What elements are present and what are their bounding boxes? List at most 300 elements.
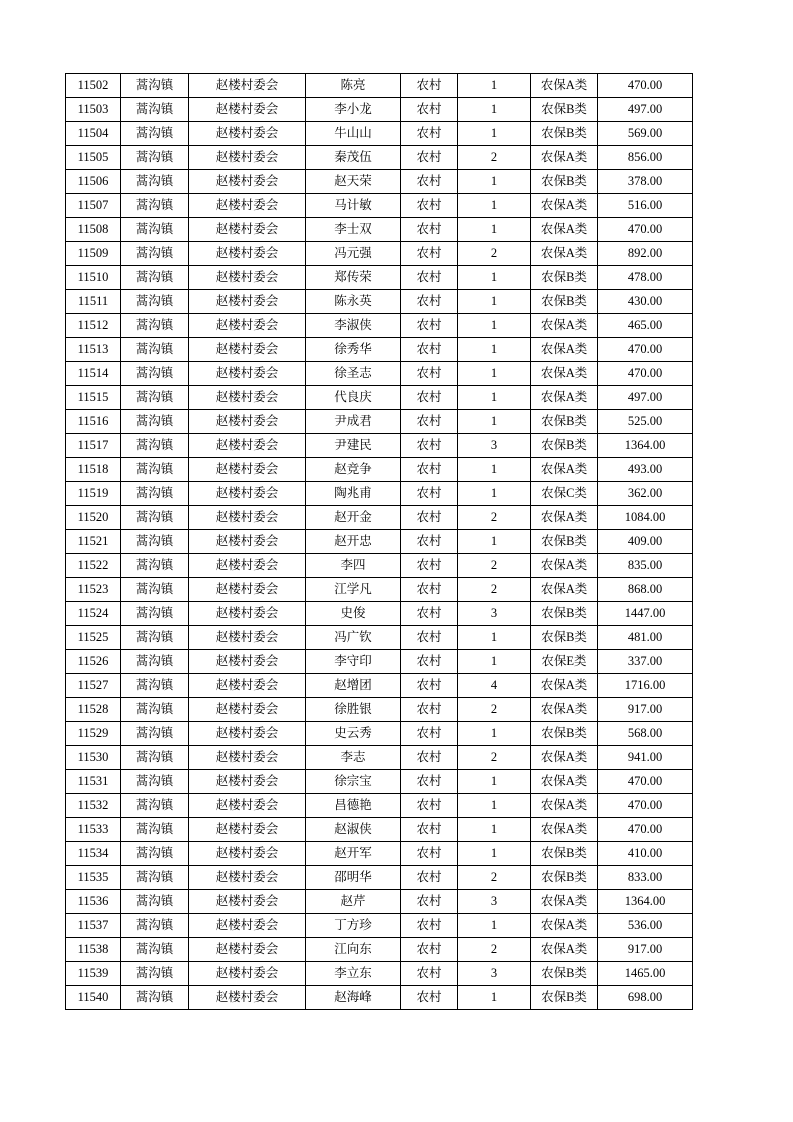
- cell-area-type: 农村: [401, 218, 458, 242]
- cell-person-count: 1: [458, 266, 531, 290]
- table-row: [66, 890, 693, 914]
- cell-town-name: 蒿沟镇: [121, 410, 189, 434]
- cell-insurance-class: 农保A类: [531, 554, 598, 578]
- cell-amount: 470.00: [598, 218, 693, 242]
- cell-amount: 481.00: [598, 626, 693, 650]
- cell-amount: 470.00: [598, 338, 693, 362]
- cell-person-count: 3: [458, 962, 531, 986]
- cell-area-type: 农村: [401, 338, 458, 362]
- cell-insurance-class: 农保A类: [531, 794, 598, 818]
- table-row: [66, 338, 693, 362]
- cell-person-name: 赵开军: [306, 842, 401, 866]
- cell-insurance-class: 农保B类: [531, 266, 598, 290]
- cell-town-name: 蒿沟镇: [121, 98, 189, 122]
- table-row: [66, 962, 693, 986]
- cell-town-name: 蒿沟镇: [121, 650, 189, 674]
- cell-area-type: 农村: [401, 794, 458, 818]
- cell-area-type: 农村: [401, 458, 458, 482]
- cell-person-name: 马计敏: [306, 194, 401, 218]
- cell-person-count: 2: [458, 698, 531, 722]
- cell-insurance-class: 农保A类: [531, 218, 598, 242]
- table-row: [66, 770, 693, 794]
- cell-person-name: 江学凡: [306, 578, 401, 602]
- cell-amount: 470.00: [598, 794, 693, 818]
- cell-person-count: 1: [458, 818, 531, 842]
- cell-person-count: 1: [458, 482, 531, 506]
- cell-area-type: 农村: [401, 242, 458, 266]
- cell-village-committee: 赵楼村委会: [189, 578, 306, 602]
- cell-village-committee: 赵楼村委会: [189, 674, 306, 698]
- cell-insurance-class: 农保A类: [531, 362, 598, 386]
- cell-record-id: 11502: [66, 74, 121, 98]
- cell-village-committee: 赵楼村委会: [189, 698, 306, 722]
- cell-record-id: 11539: [66, 962, 121, 986]
- cell-amount: 465.00: [598, 314, 693, 338]
- cell-person-count: 2: [458, 938, 531, 962]
- insurance-roster-table: [65, 73, 693, 1010]
- table-row: [66, 434, 693, 458]
- cell-record-id: 11537: [66, 914, 121, 938]
- cell-town-name: 蒿沟镇: [121, 914, 189, 938]
- cell-amount: 868.00: [598, 578, 693, 602]
- cell-amount: 569.00: [598, 122, 693, 146]
- cell-area-type: 农村: [401, 770, 458, 794]
- cell-area-type: 农村: [401, 146, 458, 170]
- cell-person-name: 李志: [306, 746, 401, 770]
- cell-town-name: 蒿沟镇: [121, 386, 189, 410]
- table-row: [66, 362, 693, 386]
- cell-insurance-class: 农保A类: [531, 242, 598, 266]
- cell-insurance-class: 农保B类: [531, 986, 598, 1010]
- cell-record-id: 11533: [66, 818, 121, 842]
- cell-town-name: 蒿沟镇: [121, 842, 189, 866]
- cell-insurance-class: 农保A类: [531, 890, 598, 914]
- cell-record-id: 11529: [66, 722, 121, 746]
- table-body: [66, 74, 693, 1010]
- table-row: [66, 578, 693, 602]
- cell-village-committee: 赵楼村委会: [189, 794, 306, 818]
- cell-village-committee: 赵楼村委会: [189, 194, 306, 218]
- cell-amount: 833.00: [598, 866, 693, 890]
- cell-insurance-class: 农保A类: [531, 914, 598, 938]
- cell-person-name: 尹成君: [306, 410, 401, 434]
- cell-town-name: 蒿沟镇: [121, 194, 189, 218]
- table-row: [66, 602, 693, 626]
- cell-area-type: 农村: [401, 914, 458, 938]
- cell-person-count: 2: [458, 554, 531, 578]
- table-row: [66, 74, 693, 98]
- cell-person-name: 昌德艳: [306, 794, 401, 818]
- cell-area-type: 农村: [401, 554, 458, 578]
- cell-town-name: 蒿沟镇: [121, 698, 189, 722]
- cell-person-name: 冯广钦: [306, 626, 401, 650]
- cell-village-committee: 赵楼村委会: [189, 218, 306, 242]
- cell-village-committee: 赵楼村委会: [189, 338, 306, 362]
- cell-person-count: 1: [458, 842, 531, 866]
- cell-record-id: 11510: [66, 266, 121, 290]
- table-row: [66, 290, 693, 314]
- table-row: [66, 794, 693, 818]
- cell-person-count: 1: [458, 794, 531, 818]
- cell-area-type: 农村: [401, 386, 458, 410]
- cell-town-name: 蒿沟镇: [121, 746, 189, 770]
- table-row: [66, 650, 693, 674]
- cell-village-committee: 赵楼村委会: [189, 170, 306, 194]
- cell-person-name: 代良庆: [306, 386, 401, 410]
- cell-town-name: 蒿沟镇: [121, 266, 189, 290]
- cell-town-name: 蒿沟镇: [121, 290, 189, 314]
- cell-amount: 917.00: [598, 938, 693, 962]
- cell-insurance-class: 农保A类: [531, 146, 598, 170]
- table-row: [66, 266, 693, 290]
- cell-person-count: 1: [458, 194, 531, 218]
- cell-village-committee: 赵楼村委会: [189, 770, 306, 794]
- table-row: [66, 626, 693, 650]
- cell-town-name: 蒿沟镇: [121, 818, 189, 842]
- cell-area-type: 农村: [401, 482, 458, 506]
- cell-person-name: 徐胜银: [306, 698, 401, 722]
- cell-amount: 430.00: [598, 290, 693, 314]
- cell-person-count: 1: [458, 290, 531, 314]
- table-row: [66, 746, 693, 770]
- cell-area-type: 农村: [401, 722, 458, 746]
- cell-amount: 1447.00: [598, 602, 693, 626]
- cell-town-name: 蒿沟镇: [121, 146, 189, 170]
- cell-area-type: 农村: [401, 74, 458, 98]
- cell-area-type: 农村: [401, 410, 458, 434]
- cell-person-name: 冯元强: [306, 242, 401, 266]
- cell-insurance-class: 农保A类: [531, 578, 598, 602]
- cell-person-count: 1: [458, 650, 531, 674]
- cell-area-type: 农村: [401, 506, 458, 530]
- cell-record-id: 11524: [66, 602, 121, 626]
- cell-record-id: 11515: [66, 386, 121, 410]
- cell-person-count: 1: [458, 986, 531, 1010]
- cell-person-name: 徐圣志: [306, 362, 401, 386]
- cell-village-committee: 赵楼村委会: [189, 290, 306, 314]
- cell-area-type: 农村: [401, 698, 458, 722]
- cell-amount: 470.00: [598, 770, 693, 794]
- cell-amount: 1084.00: [598, 506, 693, 530]
- cell-village-committee: 赵楼村委会: [189, 842, 306, 866]
- table-row: [66, 938, 693, 962]
- cell-person-count: 1: [458, 626, 531, 650]
- cell-record-id: 11516: [66, 410, 121, 434]
- cell-town-name: 蒿沟镇: [121, 314, 189, 338]
- cell-town-name: 蒿沟镇: [121, 122, 189, 146]
- cell-amount: 493.00: [598, 458, 693, 482]
- cell-amount: 362.00: [598, 482, 693, 506]
- document-page: [65, 73, 693, 1010]
- cell-town-name: 蒿沟镇: [121, 506, 189, 530]
- cell-person-count: 1: [458, 74, 531, 98]
- cell-record-id: 11522: [66, 554, 121, 578]
- table-row: [66, 242, 693, 266]
- cell-amount: 470.00: [598, 818, 693, 842]
- cell-person-name: 江向东: [306, 938, 401, 962]
- cell-area-type: 农村: [401, 434, 458, 458]
- cell-record-id: 11532: [66, 794, 121, 818]
- cell-village-committee: 赵楼村委会: [189, 266, 306, 290]
- table-row: [66, 986, 693, 1010]
- cell-amount: 497.00: [598, 386, 693, 410]
- cell-area-type: 农村: [401, 266, 458, 290]
- cell-record-id: 11505: [66, 146, 121, 170]
- cell-insurance-class: 农保C类: [531, 482, 598, 506]
- cell-person-name: 徐秀华: [306, 338, 401, 362]
- cell-person-count: 1: [458, 386, 531, 410]
- cell-village-committee: 赵楼村委会: [189, 650, 306, 674]
- cell-amount: 497.00: [598, 98, 693, 122]
- table-row: [66, 170, 693, 194]
- cell-town-name: 蒿沟镇: [121, 458, 189, 482]
- cell-town-name: 蒿沟镇: [121, 866, 189, 890]
- cell-person-count: 4: [458, 674, 531, 698]
- cell-insurance-class: 农保B类: [531, 290, 598, 314]
- cell-insurance-class: 农保A类: [531, 314, 598, 338]
- cell-person-name: 秦茂伍: [306, 146, 401, 170]
- cell-person-name: 徐宗宝: [306, 770, 401, 794]
- cell-person-count: 1: [458, 530, 531, 554]
- cell-person-name: 李立东: [306, 962, 401, 986]
- cell-area-type: 农村: [401, 818, 458, 842]
- cell-person-name: 赵海峰: [306, 986, 401, 1010]
- cell-amount: 856.00: [598, 146, 693, 170]
- cell-person-name: 赵开忠: [306, 530, 401, 554]
- cell-insurance-class: 农保A类: [531, 746, 598, 770]
- cell-amount: 568.00: [598, 722, 693, 746]
- cell-amount: 516.00: [598, 194, 693, 218]
- cell-town-name: 蒿沟镇: [121, 938, 189, 962]
- cell-person-name: 牛山山: [306, 122, 401, 146]
- cell-person-name: 邵明华: [306, 866, 401, 890]
- cell-record-id: 11517: [66, 434, 121, 458]
- cell-person-count: 2: [458, 578, 531, 602]
- cell-person-count: 1: [458, 914, 531, 938]
- cell-record-id: 11528: [66, 698, 121, 722]
- cell-area-type: 农村: [401, 842, 458, 866]
- cell-village-committee: 赵楼村委会: [189, 386, 306, 410]
- cell-insurance-class: 农保E类: [531, 650, 598, 674]
- cell-town-name: 蒿沟镇: [121, 578, 189, 602]
- cell-amount: 1465.00: [598, 962, 693, 986]
- cell-village-committee: 赵楼村委会: [189, 626, 306, 650]
- cell-town-name: 蒿沟镇: [121, 602, 189, 626]
- cell-person-count: 1: [458, 338, 531, 362]
- cell-town-name: 蒿沟镇: [121, 530, 189, 554]
- cell-insurance-class: 农保B类: [531, 434, 598, 458]
- cell-person-name: 李士双: [306, 218, 401, 242]
- table-row: [66, 842, 693, 866]
- cell-town-name: 蒿沟镇: [121, 962, 189, 986]
- table-row: [66, 194, 693, 218]
- cell-village-committee: 赵楼村委会: [189, 554, 306, 578]
- cell-village-committee: 赵楼村委会: [189, 530, 306, 554]
- cell-area-type: 农村: [401, 362, 458, 386]
- cell-area-type: 农村: [401, 170, 458, 194]
- cell-town-name: 蒿沟镇: [121, 986, 189, 1010]
- cell-person-name: 郑传荣: [306, 266, 401, 290]
- cell-amount: 1716.00: [598, 674, 693, 698]
- cell-town-name: 蒿沟镇: [121, 242, 189, 266]
- cell-person-name: 赵增团: [306, 674, 401, 698]
- table-row: [66, 218, 693, 242]
- cell-area-type: 农村: [401, 530, 458, 554]
- cell-village-committee: 赵楼村委会: [189, 122, 306, 146]
- cell-person-count: 1: [458, 218, 531, 242]
- cell-person-name: 赵开金: [306, 506, 401, 530]
- cell-village-committee: 赵楼村委会: [189, 410, 306, 434]
- cell-person-count: 1: [458, 458, 531, 482]
- cell-person-count: 1: [458, 122, 531, 146]
- cell-insurance-class: 农保A类: [531, 770, 598, 794]
- cell-town-name: 蒿沟镇: [121, 794, 189, 818]
- cell-insurance-class: 农保A类: [531, 386, 598, 410]
- cell-person-name: 李四: [306, 554, 401, 578]
- cell-village-committee: 赵楼村委会: [189, 602, 306, 626]
- cell-town-name: 蒿沟镇: [121, 170, 189, 194]
- cell-record-id: 11525: [66, 626, 121, 650]
- cell-person-name: 李淑侠: [306, 314, 401, 338]
- cell-person-name: 史俊: [306, 602, 401, 626]
- cell-area-type: 农村: [401, 290, 458, 314]
- cell-amount: 378.00: [598, 170, 693, 194]
- cell-record-id: 11527: [66, 674, 121, 698]
- cell-area-type: 农村: [401, 962, 458, 986]
- cell-town-name: 蒿沟镇: [121, 674, 189, 698]
- cell-person-name: 史云秀: [306, 722, 401, 746]
- cell-insurance-class: 农保B类: [531, 722, 598, 746]
- table-row: [66, 914, 693, 938]
- cell-insurance-class: 农保A类: [531, 506, 598, 530]
- table-row: [66, 146, 693, 170]
- cell-record-id: 11509: [66, 242, 121, 266]
- table-row: [66, 482, 693, 506]
- cell-record-id: 11535: [66, 866, 121, 890]
- cell-record-id: 11523: [66, 578, 121, 602]
- cell-amount: 337.00: [598, 650, 693, 674]
- cell-village-committee: 赵楼村委会: [189, 746, 306, 770]
- cell-amount: 1364.00: [598, 890, 693, 914]
- cell-area-type: 农村: [401, 314, 458, 338]
- cell-village-committee: 赵楼村委会: [189, 482, 306, 506]
- table-row: [66, 530, 693, 554]
- cell-person-count: 2: [458, 146, 531, 170]
- cell-area-type: 农村: [401, 890, 458, 914]
- cell-person-name: 李守印: [306, 650, 401, 674]
- cell-town-name: 蒿沟镇: [121, 626, 189, 650]
- cell-person-name: 李小龙: [306, 98, 401, 122]
- cell-person-name: 陶兆甫: [306, 482, 401, 506]
- cell-amount: 409.00: [598, 530, 693, 554]
- cell-person-name: 赵芹: [306, 890, 401, 914]
- cell-village-committee: 赵楼村委会: [189, 506, 306, 530]
- cell-insurance-class: 农保A类: [531, 458, 598, 482]
- cell-record-id: 11512: [66, 314, 121, 338]
- cell-person-count: 1: [458, 362, 531, 386]
- cell-village-committee: 赵楼村委会: [189, 434, 306, 458]
- cell-insurance-class: 农保B类: [531, 626, 598, 650]
- cell-amount: 941.00: [598, 746, 693, 770]
- cell-record-id: 11511: [66, 290, 121, 314]
- cell-village-committee: 赵楼村委会: [189, 98, 306, 122]
- cell-amount: 410.00: [598, 842, 693, 866]
- cell-amount: 1364.00: [598, 434, 693, 458]
- table-row: [66, 122, 693, 146]
- cell-amount: 892.00: [598, 242, 693, 266]
- cell-amount: 525.00: [598, 410, 693, 434]
- cell-person-count: 1: [458, 410, 531, 434]
- cell-village-committee: 赵楼村委会: [189, 962, 306, 986]
- cell-amount: 917.00: [598, 698, 693, 722]
- cell-area-type: 农村: [401, 674, 458, 698]
- cell-area-type: 农村: [401, 938, 458, 962]
- cell-insurance-class: 农保A类: [531, 674, 598, 698]
- cell-record-id: 11531: [66, 770, 121, 794]
- cell-record-id: 11538: [66, 938, 121, 962]
- cell-insurance-class: 农保B类: [531, 866, 598, 890]
- cell-record-id: 11540: [66, 986, 121, 1010]
- cell-insurance-class: 农保B类: [531, 842, 598, 866]
- cell-town-name: 蒿沟镇: [121, 482, 189, 506]
- cell-village-committee: 赵楼村委会: [189, 722, 306, 746]
- cell-insurance-class: 农保B类: [531, 410, 598, 434]
- cell-village-committee: 赵楼村委会: [189, 146, 306, 170]
- table-row: [66, 674, 693, 698]
- cell-record-id: 11504: [66, 122, 121, 146]
- cell-town-name: 蒿沟镇: [121, 722, 189, 746]
- table-row: [66, 506, 693, 530]
- cell-person-count: 1: [458, 770, 531, 794]
- cell-person-count: 3: [458, 602, 531, 626]
- cell-record-id: 11506: [66, 170, 121, 194]
- cell-person-count: 2: [458, 506, 531, 530]
- cell-record-id: 11508: [66, 218, 121, 242]
- cell-area-type: 农村: [401, 578, 458, 602]
- cell-record-id: 11534: [66, 842, 121, 866]
- cell-village-committee: 赵楼村委会: [189, 938, 306, 962]
- cell-person-count: 2: [458, 242, 531, 266]
- cell-record-id: 11503: [66, 98, 121, 122]
- cell-area-type: 农村: [401, 986, 458, 1010]
- cell-town-name: 蒿沟镇: [121, 434, 189, 458]
- cell-insurance-class: 农保A类: [531, 194, 598, 218]
- cell-person-name: 尹建民: [306, 434, 401, 458]
- cell-village-committee: 赵楼村委会: [189, 914, 306, 938]
- cell-record-id: 11518: [66, 458, 121, 482]
- table-row: [66, 386, 693, 410]
- cell-village-committee: 赵楼村委会: [189, 866, 306, 890]
- cell-insurance-class: 农保B类: [531, 530, 598, 554]
- cell-area-type: 农村: [401, 122, 458, 146]
- cell-person-name: 赵天荣: [306, 170, 401, 194]
- table-row: [66, 866, 693, 890]
- cell-person-count: 1: [458, 722, 531, 746]
- cell-insurance-class: 农保A类: [531, 74, 598, 98]
- cell-area-type: 农村: [401, 746, 458, 770]
- cell-amount: 470.00: [598, 74, 693, 98]
- cell-record-id: 11513: [66, 338, 121, 362]
- cell-insurance-class: 农保A类: [531, 818, 598, 842]
- table-row: [66, 314, 693, 338]
- cell-person-name: 陈永英: [306, 290, 401, 314]
- cell-record-id: 11514: [66, 362, 121, 386]
- cell-amount: 698.00: [598, 986, 693, 1010]
- cell-town-name: 蒿沟镇: [121, 362, 189, 386]
- cell-amount: 470.00: [598, 362, 693, 386]
- cell-record-id: 11507: [66, 194, 121, 218]
- cell-insurance-class: 农保B类: [531, 602, 598, 626]
